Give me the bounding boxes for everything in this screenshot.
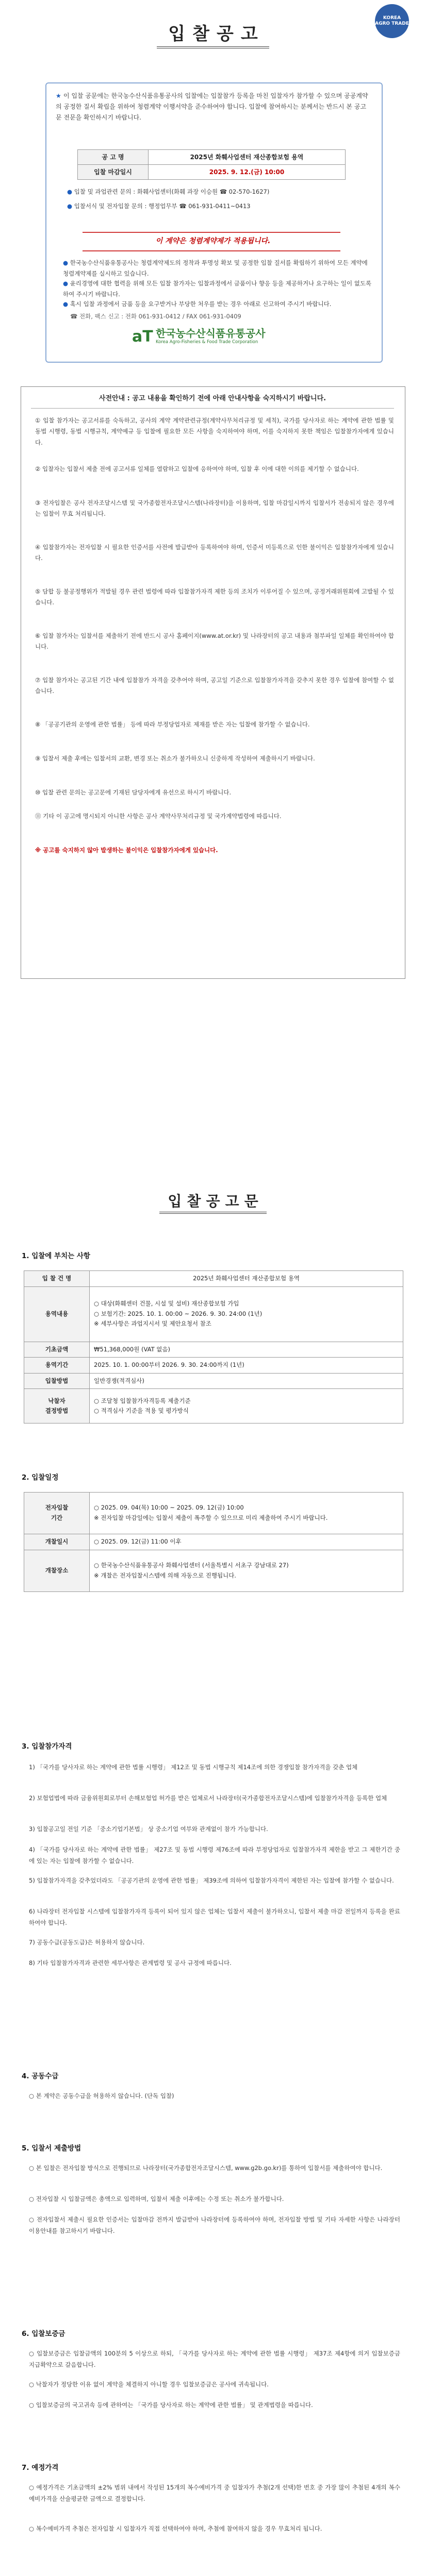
corporation-logo: KOREA AGRO TRADE xyxy=(375,4,409,38)
section-paragraph: ○ 전자입찰서 제출시 필요한 인증서는 입찰마감 전까지 발급받아 나라장터에 등록하여야 하며, 전자입찰 방법 및 기타 자세한 사항은 나라장터 이용안내를 참고하시기 바랍니다. xyxy=(29,2216,400,2234)
contact-bullet: ● 입찰 및 과업관련 문의 : 화훼사업센터(화훼 과장 이승원 ☎ 02-570-1627) xyxy=(67,188,270,195)
integrity-note: ● 윤리경영에 대한 협력을 위해 모든 입찰 참가자는 입찰과정에서 금품이나 향응 등을 제공하거나 요구하는 일이 없도록 하여 주시기 바랍니다. xyxy=(63,280,372,298)
row-value: ○ 대상(화훼센터 건물, 시설 및 설비) 재산종합보험 가입 ○ 보험기간: 2025. 10. 1. 00:00 ~ 2026. 9. 30. 24:00 (1년) ※ 세부사항은 과업지시서 및 제안요청서 참조 xyxy=(90,1286,403,1342)
section-paragraph: 6) 나라장터 전자입찰 시스템에 입찰참가자격 등록이 되어 있지 않은 업체는 입찰서 제출이 불가하오니, 입찰서 제출 마감 전일까지 등록을 완료하여야 합니다. xyxy=(29,1908,400,1926)
notice-item: ④ 입찰참가자는 전자입찰 시 필요한 인증서를 사전에 발급받아 등록하여야 하며, 인증서 미등록으로 인한 불이익은 입찰참가자에게 있습니다. xyxy=(35,544,394,562)
row-head: 입찰방법 xyxy=(24,1373,90,1389)
row-head: 개찰장소 xyxy=(24,1550,90,1591)
integrity-note: ● 한국농수산식품유통공사는 청렴계약제도의 정착과 투명성 확보 및 공정한 입찰 질서를 확립하기 위하여 모든 계약에 청렴계약제를 실시하고 있습니다. xyxy=(63,259,368,277)
table-row xyxy=(78,165,346,180)
notice-item: ⑤ 담합 등 불공정행위가 적발될 경우 관련 법령에 따라 입찰참가자격 제한 등의 조치가 이루어질 수 있으며, 공정거래위원회에 고발될 수 있습니다. xyxy=(35,588,394,606)
report-contact: ☎ 전화, 팩스 신고 : 전화 061-931-0412 / FAX 061-931-0409 xyxy=(70,313,241,320)
section-paragraph: ○ 본 입찰은 전자입찰 방식으로 진행되므로 나라장터(국가종합전자조달시스템, www.g2b.go.kr)를 통하여 입찰서를 제출하여야 합니다. xyxy=(29,2164,383,2172)
notice-item: ⑪ 기타 이 공고에 명시되지 아니한 사항은 공사 계약사무처리규정 및 국가계약법령에 따릅니다. xyxy=(35,812,282,820)
org-english-name: Korea Agro-Fisheries & Food Trade Corporation xyxy=(156,340,258,345)
section-paragraph: 4) 「국가를 당사자로 하는 계약에 관한 법률」 제27조 및 동법 시행령 제76조에 따라 부정당업자로 입찰참가자격 제한을 받고 그 제한기간 중에 있는 자는 입찰에 참가할 수 없습니다. xyxy=(29,1846,400,1865)
summary-head: 입찰 마감일시 xyxy=(78,165,149,180)
row-head: 용역내용 xyxy=(24,1286,90,1342)
section-paragraph: 8) 기타 입찰참가자격과 관련한 세부사항은 관계법령 및 공사 규정에 따릅니다. xyxy=(29,1959,232,1967)
leaf-logo-icon: aT xyxy=(132,328,153,346)
section-heading: 3. 입찰참가자격 xyxy=(22,1742,72,1751)
section-paragraph: 7) 공동수급(공동도급)은 허용하지 않습니다. xyxy=(29,1939,145,1946)
summary-value: 2025년 화훼사업센터 재산종합보험 용역 xyxy=(149,150,346,165)
row-value: ○ 조달청 입찰참가자격등록 제출기준 ○ 적격심사 기준을 적용 및 평가방식 xyxy=(90,1389,403,1423)
notice-item: ⑨ 입찰서 제출 후에는 입찰서의 교환, 변경 또는 취소가 불가하오니 신중하게 작성하여 제출하시기 바랍니다. xyxy=(35,755,315,762)
notice-title: 사전안내 : 공고 내용을 확인하기 전에 아래 안내사항을 숙지하시기 바랍니다. xyxy=(31,394,394,409)
section-paragraph: ○ 예정가격은 기초금액의 ±2% 범위 내에서 작성된 15개의 복수예비가격 중 입찰자가 추첨(2개 선택)한 번호 중 가장 많이 추첨된 4개의 복수예비가격을 산술평균한 금액으로 결정합니다. xyxy=(29,2484,400,2502)
notice-item: ② 입찰자는 입찰서 제출 전에 공고서류 일체를 열람하고 입찰에 응하여야 하며, 입찰 후 이에 대한 이의를 제기할 수 없습니다. xyxy=(35,465,359,472)
row-head: 기초금액 xyxy=(24,1342,90,1358)
section-paragraph: ○ 복수예비가격 추첨은 전자입찰 시 입찰자가 직접 선택하여야 하며, 추첨에 참여하지 않을 경우 무효처리 됩니다. xyxy=(29,2525,322,2532)
section-paragraph: ○ 본 계약은 공동수급을 허용하지 않습니다. (단독 입찰) xyxy=(29,2092,174,2099)
section-paragraph: 3) 입찰공고일 전일 기준 「중소기업기본법」 상 중소기업 여부와 관계없이 참가 가능합니다. xyxy=(29,1825,268,1833)
section-heading: 6. 입찰보증금 xyxy=(22,2330,65,2338)
row-value: ₩51,368,000원 (VAT 없음) xyxy=(90,1342,403,1358)
section-paragraph: ○ 전자입찰 시 입찰금액은 총액으로 입력하며, 입찰서 제출 이후에는 수정 또는 취소가 불가합니다. xyxy=(29,2195,284,2202)
section-paragraph: ○ 입찰보증금은 입찰금액의 100분의 5 이상으로 하되, 「국가를 당사자로 하는 계약에 관한 법률 시행령」 제37조 제4항에 의거 입찰보증금 지급확약으로 갈음합니다. xyxy=(29,2350,400,2368)
integrity-note: ● 혹시 입찰 과정에서 금품 등을 요구받거나 부당한 처우를 받는 경우 아래로 신고하여 주시기 바랍니다. xyxy=(63,300,332,308)
schedule-table xyxy=(24,1492,403,1592)
table-row xyxy=(24,1493,403,1534)
page-title: 입찰공고 xyxy=(0,21,426,48)
row-value: ○ 2025. 09. 04(목) 10:00 ~ 2025. 09. 12(금) 10:00 ※ 전자입찰 마감일에는 입찰서 제출이 폭주할 수 있으므로 미리 제출하여 주시기 바랍니다. xyxy=(90,1493,403,1534)
row-value: ○ 2025. 09. 12(금) 11:00 이후 xyxy=(90,1534,403,1550)
divider xyxy=(83,250,340,251)
org-name: 한국농수산식품유통공사 xyxy=(156,327,266,340)
section-heading: 4. 공동수급 xyxy=(22,2072,59,2080)
notice-item: ⑥ 입찰 참가자는 입찰서를 제출하기 전에 반드시 공사 홈페이지(www.at.or.kr) 및 나라장터의 공고 내용과 첨부파일 일체를 확인하여야 합니다. xyxy=(35,632,394,651)
summary-table xyxy=(77,149,346,180)
integrity-banner: 이 계약은 청렴계약제가 적용됩니다. xyxy=(155,237,271,245)
divider xyxy=(83,232,340,233)
section-paragraph: 5) 입찰참가자격을 갖추었더라도 「공공기관의 운영에 관한 법률」 제39조에 의하여 입찰참가자격이 제한된 자는 입찰에 참가할 수 없습니다. xyxy=(29,1877,394,1884)
section-heading: 2. 입찰일정 xyxy=(22,1473,59,1482)
table-row xyxy=(24,1271,403,1287)
intro-text: ★ 이 입찰 공문에는 한국농수산식품유통공사의 입찰에는 입찰참가 등록을 마친 입찰자가 참가할 수 있으며 공공계약의 공정한 질서 확립을 위하여 청렴계약 이행서약을 준수하여야 합니다. 입찰에 참여하시는 분께서는 반드시 본 공고문 전문을 확인하시기 바랍니다. xyxy=(56,92,368,121)
row-head: 개찰일시 xyxy=(24,1534,90,1550)
table-row xyxy=(24,1358,403,1374)
notice-item: ⑩ 입찰 관련 문의는 공고문에 기재된 담당자에게 유선으로 하시기 바랍니다. xyxy=(35,789,232,796)
section-paragraph: ○ 낙찰자가 정당한 이유 없이 계약을 체결하지 아니할 경우 입찰보증금은 공사에 귀속됩니다. xyxy=(29,2381,269,2388)
summary-value: 2025. 9. 12.(금) 10:00 xyxy=(149,165,346,180)
table-row xyxy=(24,1534,403,1550)
section-heading: 7. 예정가격 xyxy=(22,2464,59,2472)
row-value: ○ 한국농수산식품유통공사 화훼사업센터 (서울특별시 서초구 강남대로 27) ※ 개찰은 전자입찰시스템에 의해 자동으로 진행됩니다. xyxy=(90,1550,403,1591)
table-row xyxy=(24,1550,403,1591)
notice-highlight: ※ 공고를 숙지하지 않아 발생하는 불이익은 입찰참가자에게 있습니다. xyxy=(35,846,218,854)
row-head: 전자입찰 기간 xyxy=(24,1493,90,1534)
table-row xyxy=(78,150,346,165)
table-row xyxy=(24,1342,403,1358)
summary-head: 공 고 명 xyxy=(78,150,149,165)
row-value: 일반경쟁(적격심사) xyxy=(90,1373,403,1389)
section-heading: 1. 입찰에 부치는 사항 xyxy=(22,1252,90,1260)
notice-item: ⑦ 입찰 참가자는 공고된 기간 내에 입찰참가 자격을 갖추어야 하며, 공고일 기준으로 입찰참가자격을 갖추지 못한 경우 입찰에 참여할 수 없습니다. xyxy=(35,676,394,695)
org-logo xyxy=(132,326,297,348)
row-head: 입 찰 건 명 xyxy=(24,1271,90,1287)
section-paragraph: 2) 보험업법에 따라 금융위원회로부터 손해보험업 허가를 받은 업체로서 나라장터(국가종합전자조달시스템)에 입찰참가자격을 등록한 업체 xyxy=(29,1794,387,1802)
row-head: 용역기간 xyxy=(24,1358,90,1374)
section-heading: 5. 입찰서 제출방법 xyxy=(22,2144,81,2153)
row-head: 낙찰자 결정방법 xyxy=(24,1389,90,1423)
table-row xyxy=(24,1286,403,1342)
main-title: 입찰공고문 xyxy=(0,1190,426,1212)
section-paragraph: 1) 「국가를 당사자로 하는 계약에 관한 법률 시행령」 제12조 및 동법 시행규칙 제14조에 의한 경쟁입찰 참가자격을 갖춘 업체 xyxy=(29,1764,358,1771)
contact-bullet: ● 입찰서식 및 전자입찰 문의 : 행정업무부 ☎ 061-931-0411~0413 xyxy=(67,202,251,210)
row-value: 2025년 화훼사업센터 재산종합보험 용역 xyxy=(90,1271,403,1287)
notice-item: ⑧ 「공공기관의 운영에 관한 법률」 등에 따라 부정당업자로 제재를 받은 자는 입찰에 참가할 수 없습니다. xyxy=(35,721,310,728)
table-row xyxy=(24,1389,403,1423)
row-value: 2025. 10. 1. 00:00부터 2026. 9. 30. 24:00까지 (1년) xyxy=(90,1358,403,1374)
table-row xyxy=(24,1373,403,1389)
notice-item: ① 입찰 참가자는 공고서류를 숙독하고, 공사의 계약 계약관련규정(계약사무처리규정 및 세칙), 국가를 당사자로 하는 계약에 관한 법률 및 동법 시행령, 동법 시행규칙, 계약예규 등 입찰에 필요한 모든 사항을 숙지하여야 하며, 이를 숙지하지 못한 책임은 입찰참가자에게 있습니다. xyxy=(35,417,394,446)
bid-info-table xyxy=(24,1270,403,1423)
notice-item: ③ 전자입찰은 공사 전자조달시스템 및 국가종합전자조달시스템(나라장터)을 이용하며, 입찰 마감일시까지 입찰서가 전송되지 않은 경우에는 입찰이 무효 처리됩니다. xyxy=(35,499,394,518)
section-paragraph: ○ 입찰보증금의 국고귀속 등에 관하여는 「국가를 당사자로 하는 계약에 관한 법률」 및 관계법령을 따릅니다. xyxy=(29,2401,313,2409)
